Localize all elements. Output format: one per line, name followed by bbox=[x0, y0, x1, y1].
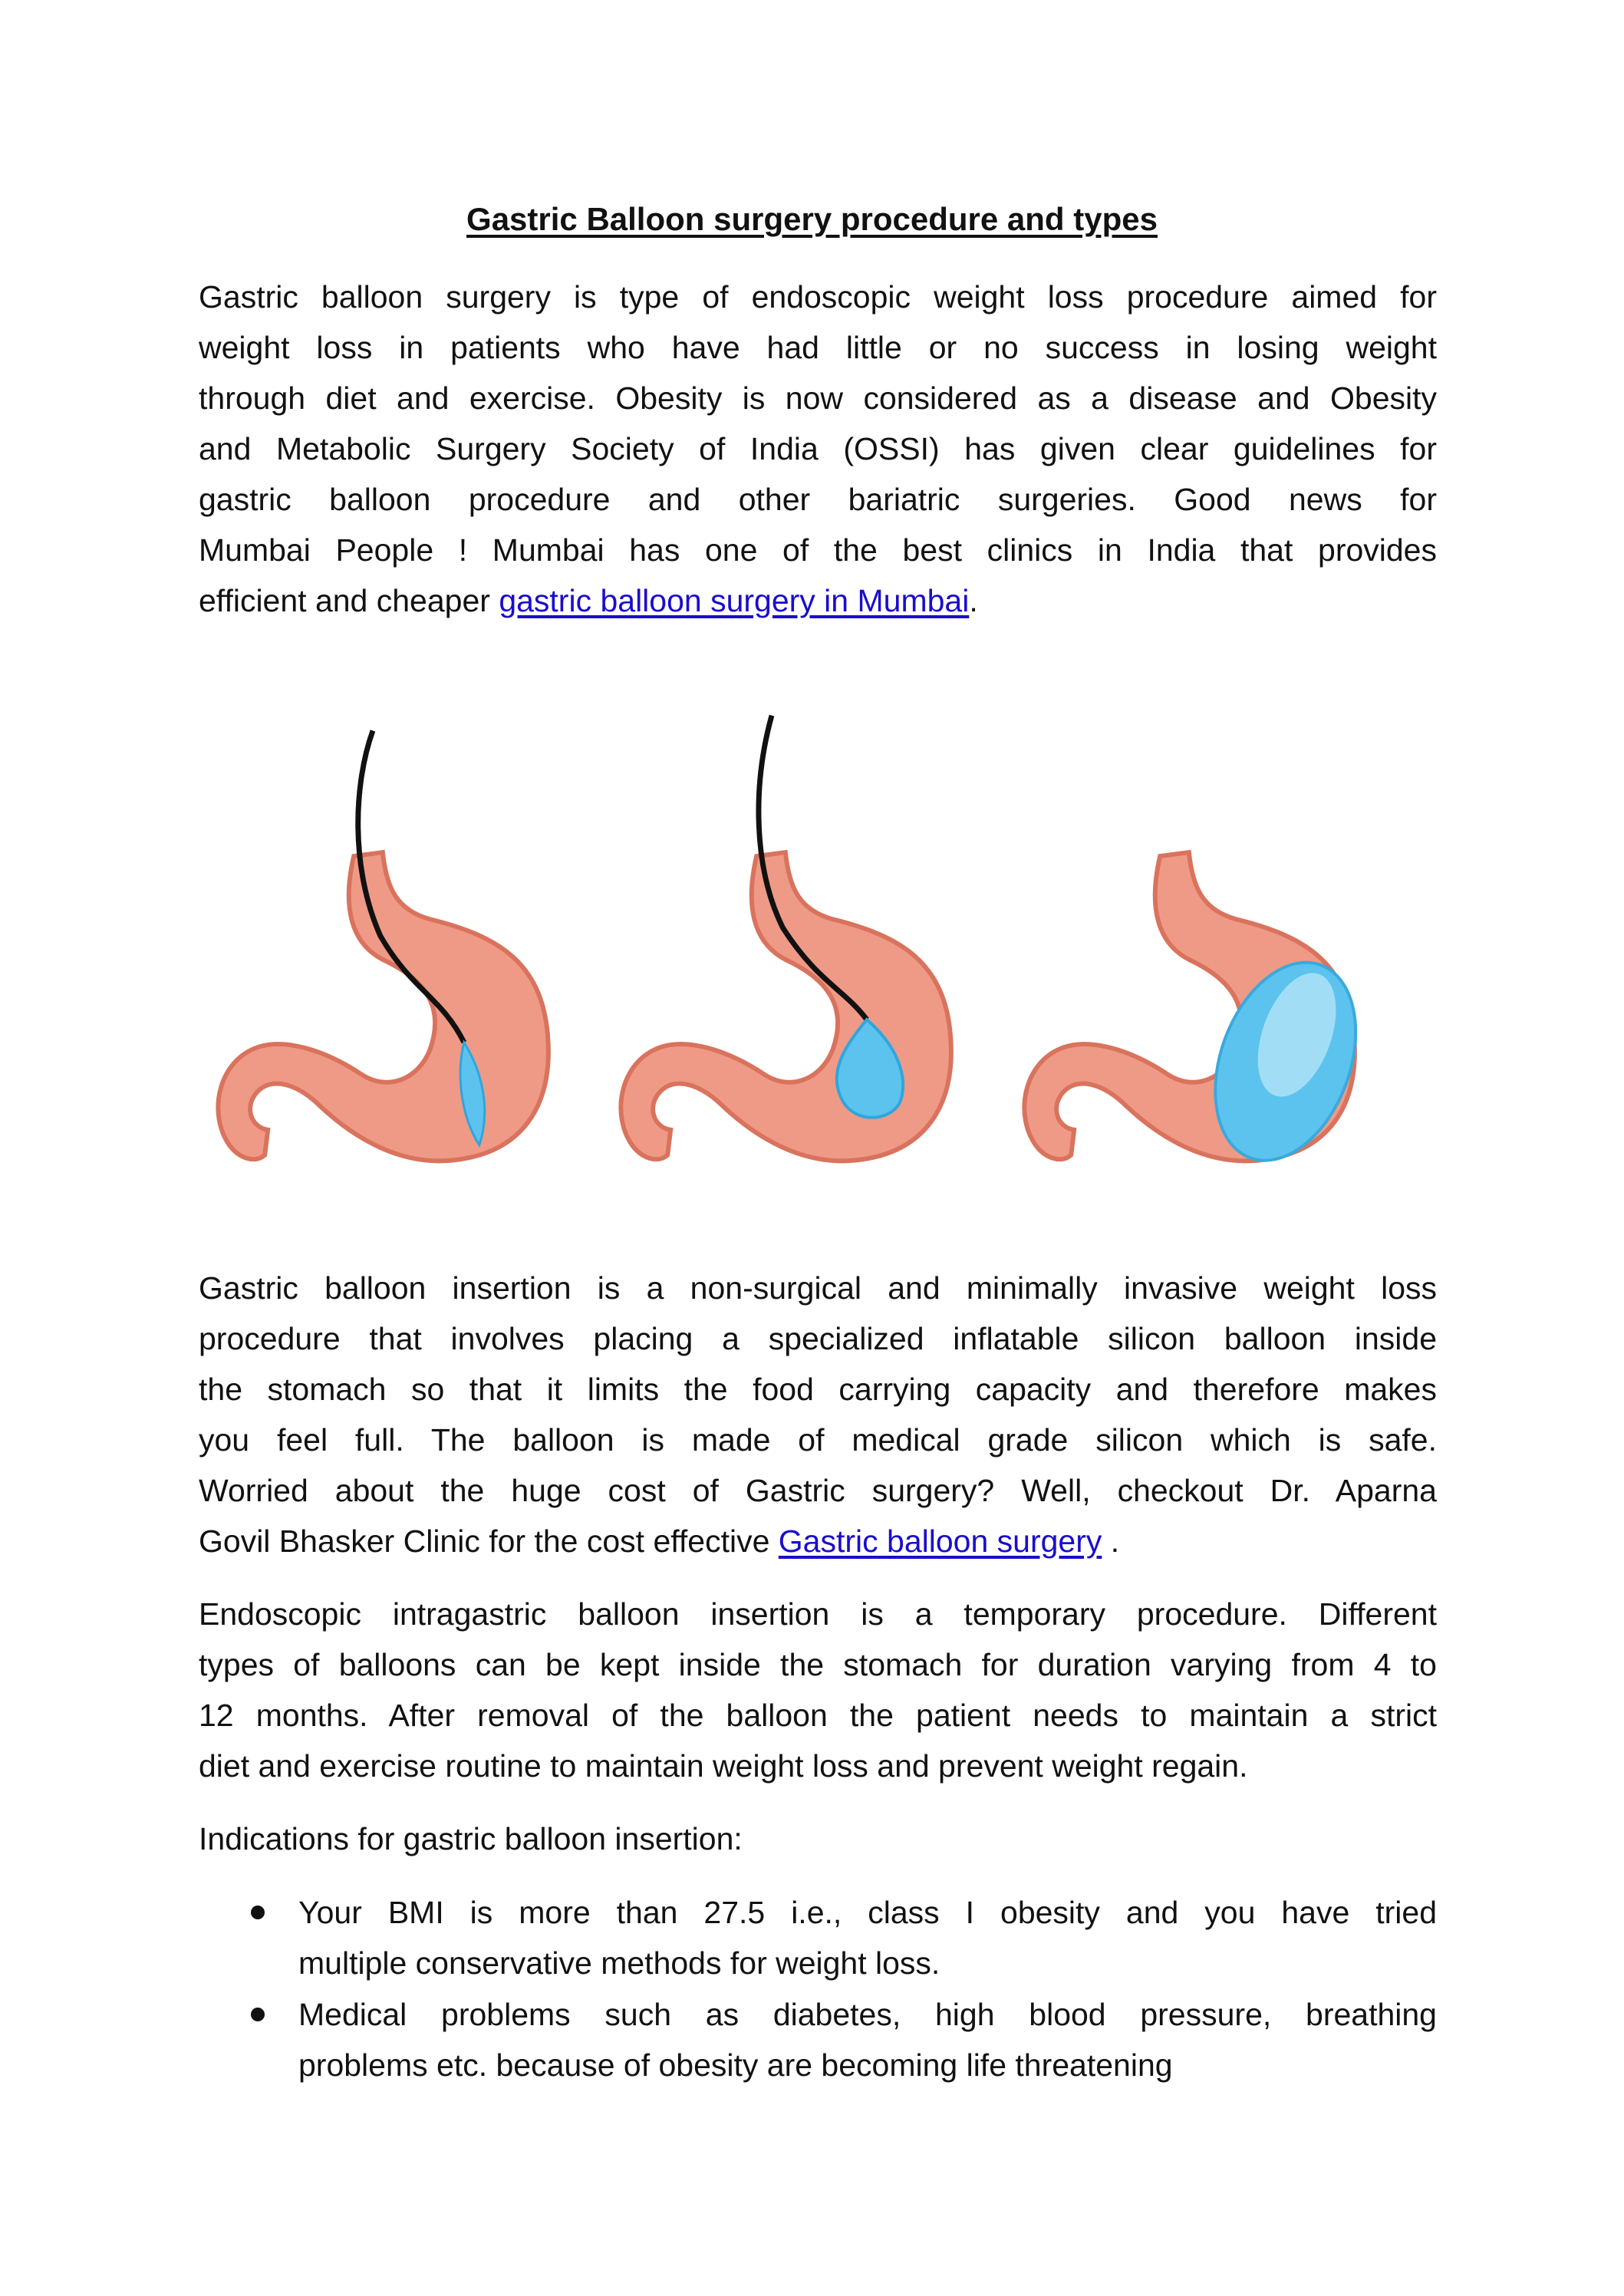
stomach-inflating-balloon bbox=[601, 713, 1003, 1174]
stomach-deflated-balloon bbox=[198, 713, 601, 1174]
insertion-paragraph bbox=[199, 1263, 1437, 1566]
list-item bbox=[298, 1989, 1437, 2090]
text: . bbox=[1102, 1524, 1120, 1559]
text-line bbox=[199, 575, 1437, 626]
text-line: Endoscopic intragastric balloon insertion is a temporary procedure. Different bbox=[199, 1596, 1437, 1632]
intro-paragraph bbox=[199, 272, 1437, 626]
text-line: Worried about the huge cost of Gastric surgery? Well, checkout Dr. Aparna bbox=[199, 1473, 1437, 1508]
text-line: Gastric balloon insertion is a non-surgical and minimally invasive weight loss bbox=[199, 1270, 1437, 1306]
gastric-balloon-surgery-link[interactable]: Gastric balloon surgery bbox=[778, 1524, 1102, 1559]
text-line: types of balloons can be kept inside the stomach for duration varying from 4 to bbox=[199, 1647, 1437, 1682]
text-line: Medical problems such as diabetes, high blood pressure, breathing bbox=[298, 1997, 1437, 2032]
text-line: gastric balloon procedure and other bariatric surgeries. Good news for bbox=[199, 482, 1437, 517]
text: efficient and cheaper bbox=[199, 583, 499, 618]
text-line: through diet and exercise. Obesity is now considered as a disease and Obesity bbox=[199, 380, 1437, 416]
text: Govil Bhasker Clinic for the cost effective bbox=[199, 1524, 779, 1559]
text-line: problems etc. because of obesity are becoming life threatening bbox=[298, 2047, 1173, 2083]
text-line bbox=[199, 1516, 1437, 1566]
text-line: procedure that involves placing a specialized inflatable silicon balloon inside bbox=[199, 1321, 1437, 1356]
text-line: Indications for gastric balloon insertion: bbox=[199, 1821, 743, 1856]
text-line: weight loss in patients who have had little or no success in losing weight bbox=[199, 330, 1437, 365]
text-line: Mumbai People ! Mumbai has one of the best clinics in India that provides bbox=[199, 532, 1437, 568]
gastric-balloon-illustration bbox=[198, 713, 1407, 1174]
text-line: Gastric balloon surgery is type of endoscopic weight loss procedure aimed for bbox=[199, 279, 1437, 315]
text-line: diet and exercise routine to maintain weight loss and prevent weight regain. bbox=[199, 1748, 1248, 1784]
text-line: the stomach so that it limits the food carrying capacity and therefore makes bbox=[199, 1372, 1437, 1407]
text-line: and Metabolic Surgery Society of India (OSSI) has given clear guidelines for bbox=[199, 431, 1437, 466]
temporary-procedure-paragraph bbox=[199, 1589, 1437, 1791]
indications-heading bbox=[199, 1813, 1437, 1864]
page-title: Gastric Balloon surgery procedure and types bbox=[466, 201, 1158, 237]
text-line: multiple conservative methods for weight loss. bbox=[298, 1945, 940, 1981]
text-line: you feel full. The balloon is made of medical grade silicon which is safe. bbox=[199, 1422, 1437, 1458]
text: . bbox=[969, 583, 978, 618]
bullet-icon bbox=[251, 1906, 265, 1919]
stomach-shape bbox=[218, 852, 548, 1161]
stomach-shape bbox=[621, 852, 952, 1161]
list-item bbox=[298, 1887, 1437, 1988]
bullet-icon bbox=[251, 2008, 265, 2021]
stomach-inflated-balloon bbox=[1004, 713, 1407, 1174]
gastric-balloon-mumbai-link[interactable]: gastric balloon surgery in Mumbai bbox=[499, 583, 970, 618]
text-line: 12 months. After removal of the balloon the patient needs to maintain a strict bbox=[199, 1698, 1437, 1733]
text-line: Your BMI is more than 27.5 i.e., class I obesity and you have tried bbox=[298, 1895, 1437, 1930]
